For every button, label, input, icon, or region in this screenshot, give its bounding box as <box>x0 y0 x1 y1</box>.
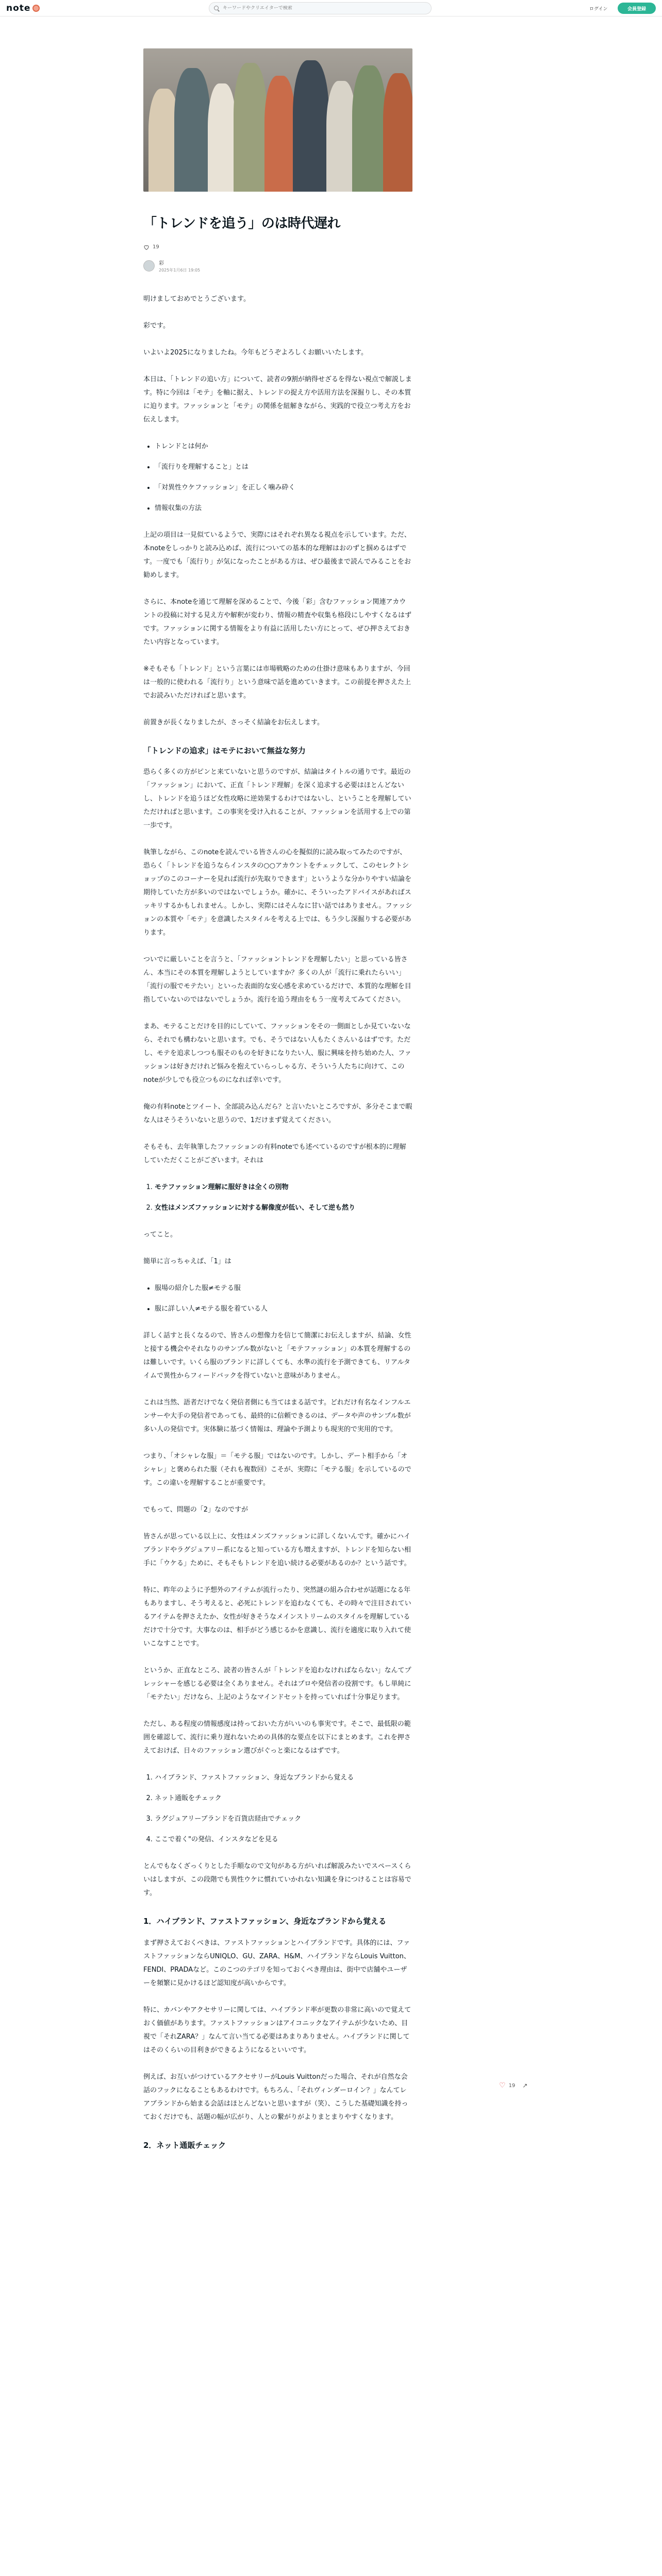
like-count: 19 <box>153 244 159 250</box>
paragraph: 彩です。 <box>143 321 170 330</box>
paragraph: 詳しく話すと長くなるので、皆さんの想像力を信じて簡潔にお伝えしますが、結論、女性と接する機会やそれなりのサンプル数がないと「モテファッション」の本質を理解するのは難しいです。いくら服のブランドに詳しくても、水準の流行を予測できても、リアルタイムで異性からフィードバックを得ていないと意味がありません。 <box>143 1332 411 1380</box>
article-title: 「トレンドを追う」のは時代遅れ <box>143 216 340 231</box>
list-item: • 服に詳しい人≠モテる服を着ている人 <box>155 1302 412 1316</box>
paragraph: 恐らく多くの方がピンと来ていないと思うのですが、結論はタイトルの通りです。最近の「ファッション」において、正直「トレンド理解」を深く追求する必要はほとんどないし、トレンドを追うほど女性攻略に逆効果するわけではないし、ということを理解していただければと思います。この事実を受け入れることが、ファッションを活用する上での第一歩です。 <box>143 768 411 830</box>
author-block[interactable] <box>143 259 440 273</box>
paragraph: 明けましておめでとうございます。 <box>143 295 250 303</box>
paragraph: 執筆しながら、このnoteを読んでいる皆さんの心を擬似的に読み取ってみたのですが、恐らく「トレンドを追うならインスタの○○アカウントをチェックして、このセレクトショップのこのコーナーを見れば流行が先取りできます」というような分かりやすい結論を期待していた方が多いのではないでしょうか。確かに、そういったアドバイスがあればスッキリするかもしれません。しかし、実際にはそんなに甘い話ではありません。ファッションの本質や「モテ」を意識したスタイルを考える上では、もう少し深掘りする必要があります。 <box>143 849 412 937</box>
list-item: 4. ここで着く"の発信、インスタなどを見る <box>155 1833 412 1846</box>
signup-button[interactable]: 会員登録 <box>618 3 656 14</box>
paragraph: 簡単に言っちゃえば、「1」は <box>143 1258 231 1266</box>
section-heading: 1．ハイブランド、ファストファッション、身近なブランドから覚える <box>143 1917 387 1926</box>
share-icon[interactable]: ↗ <box>522 2082 528 2089</box>
side-like-count: 19 <box>508 2082 516 2089</box>
search-box[interactable] <box>209 2 432 14</box>
list-item: • トレンドとは何か <box>155 440 412 453</box>
paragraph: いよいよ2025になりましたね。今年もどうぞよろしくお願いいたします。 <box>143 348 368 357</box>
note-logo[interactable]: note <box>6 3 40 13</box>
side-actions <box>499 2081 527 2090</box>
paragraph: さらに、本noteを通じて理解を深めることで、今後「彩」含むファッション関連アカウントの投稿に対する見え方や解釈が変わり、情報の精査や収集も格段にしやすくなるはずです。ファッションに関する情報をより有益に活用したい方にとって、ぜひ押さえておきたい内容となっています。 <box>143 598 412 646</box>
article <box>143 21 440 2160</box>
list-item: 3. ラグジュアリーブランドを百貨店経由でチェック <box>155 1812 412 1826</box>
paragraph: まあ、モテることだけを目的にしていて、ファッションをその一側面としか見ていないなら、それでも構わないと思います。でも、そうではない人もたくさんいるはずです。ただし、モテを追求しつつも服そのものを好きになりたい人、服に興味を持ち始めた人、ファッションは好きだけれど悩みを抱えていらっしゃる方、そういう人たちに向けて、このnoteが少しでも役立つものになれば幸いです。 <box>143 1023 411 1084</box>
side-heart-icon[interactable]: ♡ <box>499 2081 506 2090</box>
article-body <box>143 293 412 2151</box>
author-name[interactable]: 彩 <box>159 260 164 266</box>
paragraph: 前置きが長くなりましたが、さっそく結論をお伝えします。 <box>143 718 324 726</box>
paragraph: ついでに厳しいことを言うと、「ファッショントレンドを理解したい」と思っている皆さん、本当にその本質を理解しようとしていますか？多くの人が「流行に乗れたらいい」「流行の服でモテたい」といった表面的な安心感を求めているだけで、本質的な理解を目指していないのではないでしょうか。流行を追う理由をもう一度考えてみてください。 <box>143 956 411 1004</box>
login-link[interactable]: ログイン <box>589 7 608 12</box>
avatar[interactable] <box>143 260 155 272</box>
bullet-list <box>155 1282 412 1316</box>
like-row <box>143 244 440 250</box>
paragraph: まず押さえておくべきは、ファストファッションとハイブランドです。具体的には、ファストファッションならUNIQLO、GU、ZARA、H&M、ハイブランドならLouis Vuitton、FENDI、PRADAなど。このこつのテゴリを知っておくべき理由は、街中で店舗やユーザーを頻繁に見かけるほど認知度が高いからです。 <box>143 1939 410 1987</box>
list-item: • 情報収集の方法 <box>155 502 412 515</box>
paragraph: 本日は、「トレンドの追い方」について、読者の9割が納得せざるを得ない視点で解説します。特に今回は「モテ」を軸に据え、トレンドの捉え方や活用方法を深掘りし、その本質に迫ります。ファッションと「モテ」の関係を紐解きながら、実践的で役立つ考え方をお伝えします。 <box>143 375 412 423</box>
post-date: 2025年1月6日 19:05 <box>159 267 201 273</box>
paragraph: そもそも、去年執筆したファッションの有料noteでも述べているのですが根本的に理解していただくことがございます。それは <box>143 1143 406 1165</box>
search-input[interactable] <box>223 6 419 11</box>
paragraph: 特に、カバンやアクセサリーに関しては、ハイブランド率が更数の非常に高いので覚えておく価値があります。ファストファッションはアイコニックなアイテムが少ないため、目視で「それZARA？」なんて言い当てる必要はあまりありません。ハイブランドに関してはそのくらいの目利きができるようになるといいです。 <box>143 2006 411 2054</box>
site-header <box>0 0 662 16</box>
points-list <box>155 1181 412 1215</box>
paragraph: ってこと。 <box>143 1231 177 1239</box>
paragraph: これは当然、語者だけでなく発信者側にも当てはまる話です。どれだけ有名なインフルエンサーや大手の発信者であっても、最終的に信頼できるのは、データや声のサンプル数が多い人の発信です。実体験に基づく情報は、理論や予測よりも現実的で実用的です。 <box>143 1399 411 1434</box>
section-heading: 「トレンドの追求」はモテにおいて無益な努力 <box>143 745 306 755</box>
paragraph: 上記の項目は一見似ているようで、実際にはそれぞれ異なる視点を示しています。ただ、本noteをしっかりと読み込めば、流行についての基本的な理解はおのずと掴めるはずです。一度でも「流行り」が気になったことがある方は、ぜひ最後まで読んでみることをお勧めします。 <box>143 531 411 579</box>
paragraph: ※そもそも「トレンド」という言葉には市場戦略のための仕掛け意味もありますが、今回は一般的に使われる「流行り」という意味で話を進めていきます。この前提を押さえた上でお読みいただければと思います。 <box>143 665 411 700</box>
list-item: 1. ハイブランド、ファストファッション、身近なブランドから覚える <box>155 1771 412 1785</box>
paragraph: 例えば、お互いがつけているアクセサリーがLouis Vuittonだった場合、それが自然な会話のフックになることもあるわけです。もちろん、「それヴィンダーロイン？」なんてレアブランドから始まる会話はほとんどないと思いますが（笑）、こうした基礎知識を持っておくだけでも、話題の幅が広がり、人との繋がりがよりまとまりやすくなります。 <box>143 2073 408 2121</box>
paragraph: というか、正直なところ、読者の皆さんが「トレンドを追わなければならない」なんてプレッシャーを感じる必要は全くありません。それはプロや発信者の役割です。もし単純に「モテたい」だけなら、上記のようなマインドセットを持っていれば十分事足ります。 <box>143 1667 411 1702</box>
logo-mark-icon <box>32 5 40 12</box>
steps-list <box>155 1771 412 1846</box>
list-item: 1. モテファッション理解に服好きは全くの別物 <box>155 1181 412 1194</box>
paragraph: とんでもなくざっくりとした手順なので文句がある方がいれば解説みたいでスペースくらいはしますが、この段階でも異性ウケに慣れていかれない知識を身につけることは容易です。 <box>143 1862 411 1897</box>
paragraph: でもって、問題の「2」なのですが <box>143 1506 249 1514</box>
heart-icon[interactable] <box>143 244 150 250</box>
hero-image <box>143 48 412 192</box>
toc-list <box>155 440 412 515</box>
list-item: • 服場の紹介した服≠モテる服 <box>155 1282 412 1295</box>
paragraph: 特に、昨年のように予想外のアイテムが流行ったり、突然謎の組み合わせが話題になる年もありますし、そう考えると、必死にトレンドを追わなくても、その時々で注目されているアイテムを押さえたか、女性が好きそうなメインストリームのスタイルを理解しているだけで十分です。大事なのは、相手がどう感じるかを意識し、流行を適度に取り入れて使いこなすことです。 <box>143 1586 411 1648</box>
paragraph: ただし、ある程度の情報感度は持っておいた方がいいのも事実です。そこで、最低限の範囲を確認して、流行に乗り遅れないための具体的な要点を以下にまとめます。これを押さえておけば、日々のファッション選びがぐっと楽になるはずです。 <box>143 1720 411 1755</box>
list-item: • 「流行りを理解すること」とは <box>155 461 412 474</box>
list-item: 2. 女性はメンズファッションに対する解像度が低い、そして逆も然り <box>155 1201 412 1215</box>
paragraph: つまり、「オシャレな服」＝「モテる服」ではないのです。しかし、デート相手から「オシャレ」と褒められた服（それも複数回）こそが、実際に「モテる服」を示しているのです。この違いを理解することが重要です。 <box>143 1452 411 1487</box>
paragraph: 皆さんが思っている以上に、女性はメンズファッションに詳しくないんです。確かにハイブランドやラグジュアリー系になると知っている方も増えますが、トレンドを知らない相手に「ウケる」ために、そもそもトレンドを追い続ける必要があるのか？という話です。 <box>143 1533 411 1568</box>
list-item: • 「対異性ウケファッション」を正しく噛み砕く <box>155 481 412 495</box>
search-icon <box>214 6 219 10</box>
list-item: 2. ネット通販をチェック <box>155 1792 412 1805</box>
paragraph: 俺の有料noteとツイート、全部読み込んだら？と言いたいところですが、多分そこまで暇な人はそうそういないと思うので、1だけまず覚えてください。 <box>143 1103 412 1125</box>
section-heading: 2．ネット通販チェック <box>143 2140 226 2150</box>
